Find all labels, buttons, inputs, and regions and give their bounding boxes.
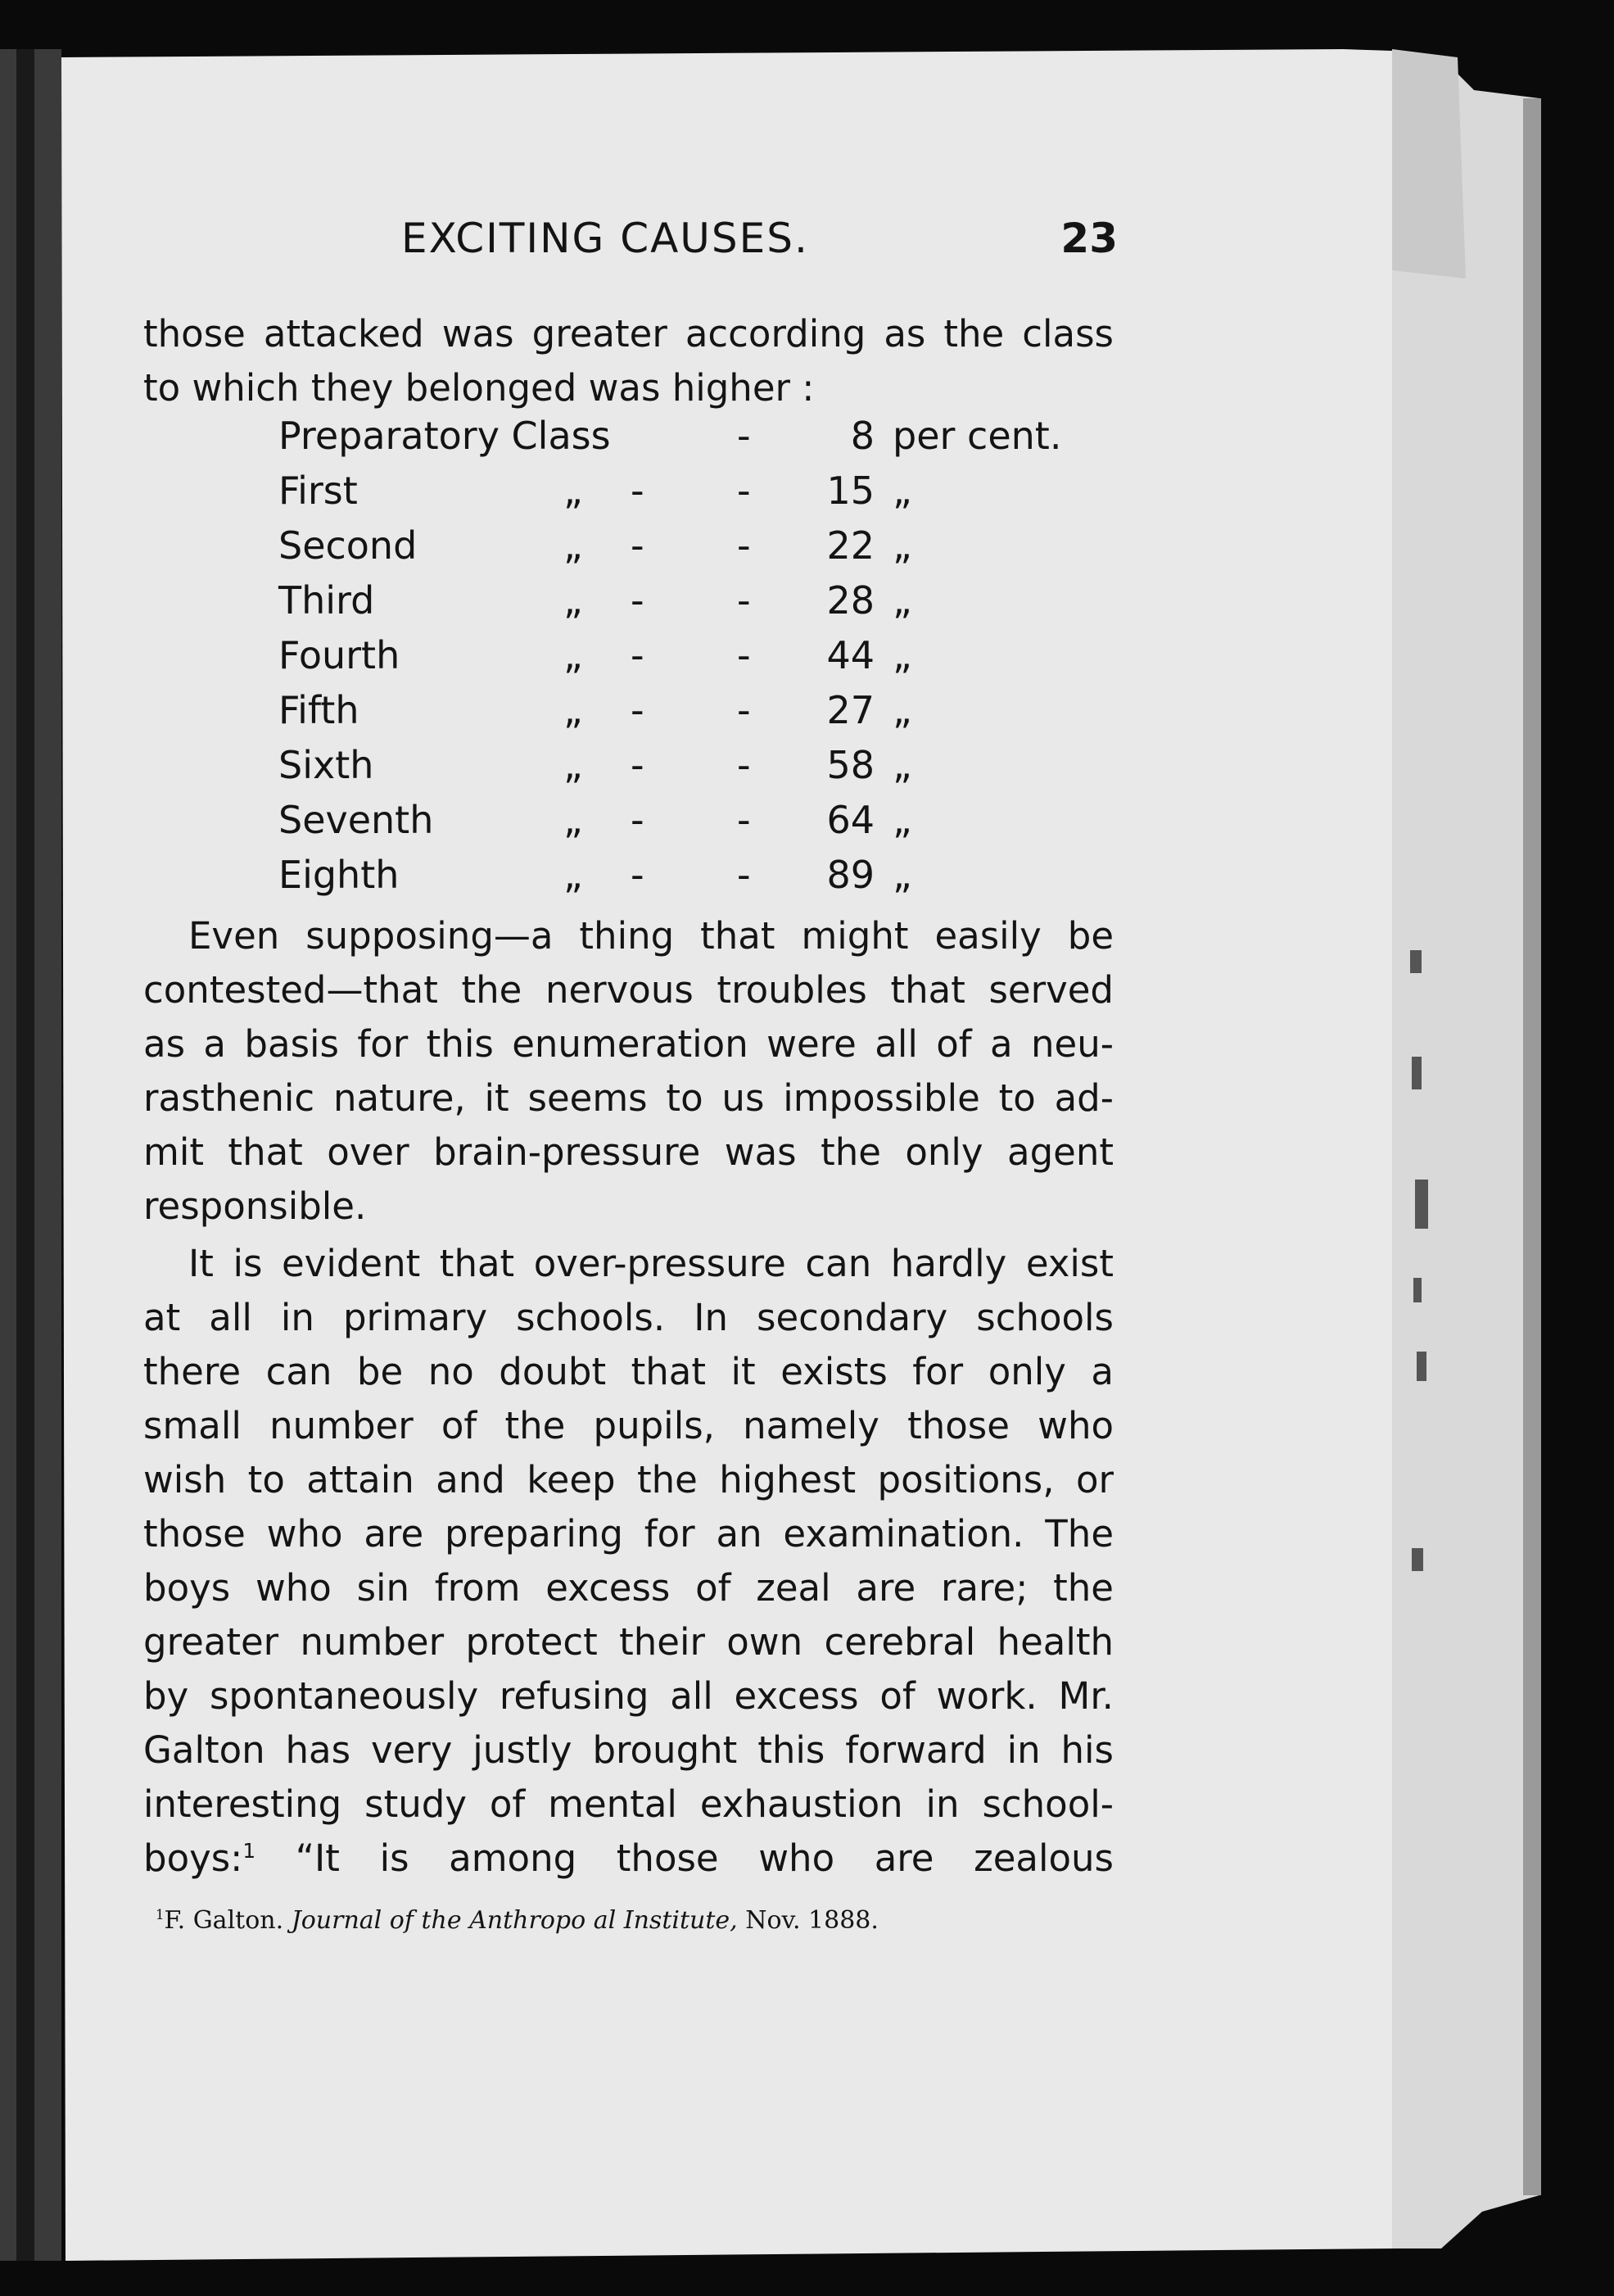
text-fragment: boys: <box>143 1836 243 1880</box>
unit-label: per cent. <box>893 414 1062 458</box>
unit-label: „ <box>893 743 912 787</box>
class-label: Sixth <box>278 743 374 787</box>
ditto-mark: „ <box>563 523 583 568</box>
ditto-mark: „ <box>563 853 583 897</box>
percentage-value: 27 <box>826 688 875 732</box>
ditto-mark: „ <box>563 688 583 732</box>
ditto-mark: „ <box>563 469 583 513</box>
leader-dash: - <box>631 469 644 513</box>
page-header <box>143 215 1118 272</box>
text-line: at all in primary schools. In secondary schools <box>143 1296 1114 1339</box>
text-line: by spontaneously refusing all excess of work. Mr. <box>143 1674 1114 1718</box>
paragraph-2 <box>143 1237 1114 1886</box>
intro-text <box>143 307 1114 415</box>
unit-label: „ <box>893 853 912 897</box>
percentage-value: 44 <box>826 633 875 677</box>
footnote-reference: 1 <box>242 1839 256 1863</box>
page-number: 23 <box>1060 215 1118 262</box>
paragraph-1 <box>143 909 1114 1234</box>
class-label: Fifth <box>278 688 359 732</box>
text-line: boys who sin from excess of zeal are rare; the <box>143 1566 1114 1610</box>
text-line: responsible. <box>143 1184 367 1228</box>
leader-dash: - <box>737 743 751 787</box>
leader-dash: - <box>737 414 751 458</box>
text-line: those who are preparing for an examination. The <box>143 1512 1114 1556</box>
text-line: Galton has very justly brought this forward in his <box>143 1728 1114 1772</box>
percentage-value: 58 <box>826 743 875 787</box>
leader-dash: - <box>631 743 644 787</box>
leader-dash: - <box>737 469 751 513</box>
leader-dash: - <box>631 798 644 842</box>
text-line: there can be no doubt that it exists for only a <box>143 1350 1114 1393</box>
ditto-mark: „ <box>563 633 583 677</box>
leader-dash: - <box>737 853 751 897</box>
percentage-value: 28 <box>826 578 875 623</box>
text-line: those attacked was greater according as the class <box>143 312 1114 355</box>
leader-dash: - <box>631 853 644 897</box>
text-line: wish to attain and keep the highest positions, or <box>143 1458 1114 1501</box>
footnote-journal-start: Journal of the Anthropo <box>291 1906 586 1935</box>
table-row <box>278 414 1062 469</box>
unit-label: „ <box>893 469 912 513</box>
footnote-mark: 1 <box>156 1907 165 1922</box>
text-line: as a basis for this enumeration were all of a neu- <box>143 1022 1114 1066</box>
unit-label: „ <box>893 798 912 842</box>
leader-dash: - <box>737 523 751 568</box>
table-row <box>278 743 1048 798</box>
text-line: mit that over brain-pressure was the only agent <box>143 1130 1114 1174</box>
class-percentage-table <box>278 414 1062 908</box>
text-line: small number of the pupils, namely those who <box>143 1404 1114 1447</box>
unit-label: „ <box>893 578 912 623</box>
text-line-with-note <box>143 1832 1114 1886</box>
table-row <box>278 469 1048 523</box>
text-line: to which they belonged was higher : <box>143 366 815 410</box>
unit-label: „ <box>893 633 912 677</box>
ditto-mark: „ <box>563 578 583 623</box>
text-line: greater number protect their own cerebral health <box>143 1620 1114 1664</box>
unit-label: „ <box>893 523 912 568</box>
footnote-author: F. Galton. <box>164 1906 284 1935</box>
percentage-value: 15 <box>826 469 875 513</box>
leader-dash: - <box>737 798 751 842</box>
leader-dash: - <box>737 688 751 732</box>
table-row <box>278 523 1048 578</box>
text-line: rasthenic nature, it seems to us impossible to ad- <box>143 1076 1114 1120</box>
leader-dash: - <box>737 578 751 623</box>
ditto-mark: „ <box>563 798 583 842</box>
class-label: Eighth <box>278 853 400 897</box>
percentage-value: 64 <box>826 798 875 842</box>
leader-dash: - <box>631 633 644 677</box>
class-label: Third <box>278 578 375 623</box>
class-label: Second <box>278 523 418 568</box>
table-row <box>278 688 1048 743</box>
ditto-mark: „ <box>563 743 583 787</box>
text-line: contested—that the nervous troubles that served <box>143 968 1114 1012</box>
footnote-date: Nov. 1888. <box>745 1906 879 1935</box>
percentage-value: 8 <box>850 414 875 458</box>
footnote <box>156 1906 879 1935</box>
table-row <box>278 853 1048 908</box>
leader-dash: - <box>631 578 644 623</box>
leader-dash: - <box>737 633 751 677</box>
text-line: Even supposing—a thing that might easily be <box>188 914 1114 958</box>
text-line: interesting study of mental exhaustion in school- <box>143 1782 1114 1826</box>
table-row <box>278 633 1048 688</box>
class-label: Fourth <box>278 633 400 677</box>
class-label: Seventh <box>278 798 434 842</box>
class-label: Preparatory Class <box>278 414 611 458</box>
leader-dash: - <box>631 688 644 732</box>
running-title: EXCITING CAUSES. <box>401 215 809 262</box>
unit-label: „ <box>893 688 912 732</box>
percentage-value: 89 <box>826 853 875 897</box>
leader-dash: - <box>631 523 644 568</box>
text-line: It is evident that over-pressure can hardly exist <box>188 1242 1114 1285</box>
text-fragment: “It is among those who are zealous <box>255 1836 1114 1880</box>
table-row <box>278 798 1048 853</box>
class-label: First <box>278 469 358 513</box>
footnote-journal-end: al Institute, <box>593 1906 738 1935</box>
percentage-value: 22 <box>826 523 875 568</box>
table-row <box>278 578 1048 633</box>
